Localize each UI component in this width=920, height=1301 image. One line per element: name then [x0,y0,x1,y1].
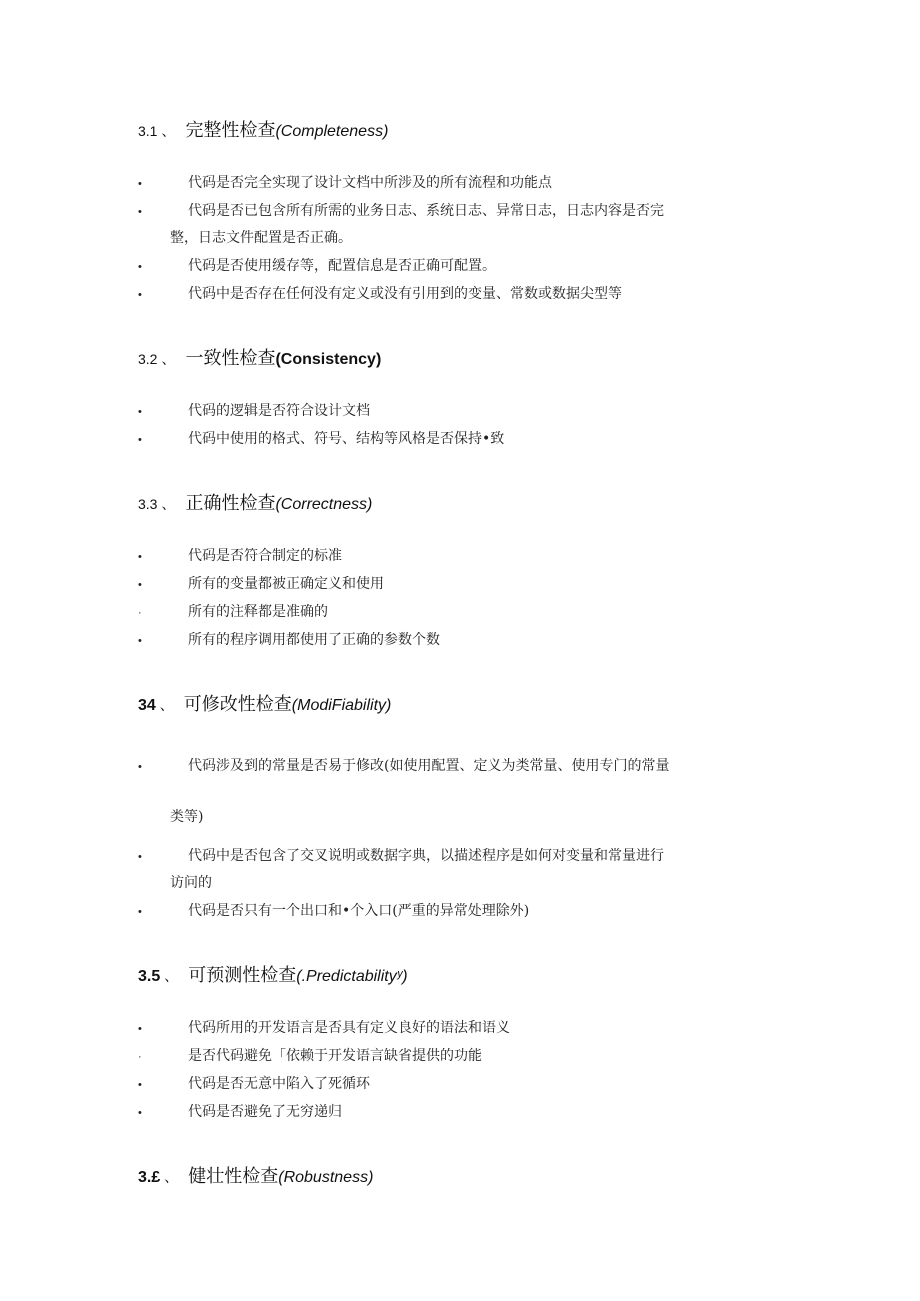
bullet: • [138,851,142,863]
section-title-en: (ModiFiability) [291,697,392,714]
item-text: 代码是否只有一个出口和•个入口(严重的异常处理除外) [188,903,530,919]
section-separator: 、 [161,352,176,368]
section-title-cn: 正确性检查 [185,493,276,514]
list-item [138,283,622,303]
bullet: • [138,206,142,218]
section-title-cn: 一致性检查 [185,348,276,369]
item-text: 代码是否避免了无穷递归 [188,1104,342,1120]
list-item [138,172,552,192]
section-separator: 、 [159,698,174,714]
list-item [138,400,370,420]
bullet: · [138,607,142,619]
section-number: 3.1 [138,123,158,139]
item-text: 是否代码避免「依赖于开发语言缺省提供的功能 [188,1048,482,1064]
item-text: 所有的变量都被正确定义和使用 [188,576,384,592]
section-number: 3.2 [138,351,158,367]
section-title-cn: 可预测性检查 [188,965,297,986]
bullet: • [138,434,142,446]
bullet: • [138,635,142,647]
item-text: 代码是否符合制定的标准 [188,548,342,564]
section-number: 3.5 [138,968,161,985]
list-item [138,845,664,865]
item-text: 代码是否无意中陷入了死循环 [188,1076,370,1092]
item-text: 代码中使用的格式、符号、结构等风格是否保持•致 [188,431,505,447]
section-number: 3.£ [138,1169,161,1186]
section-separator: 、 [164,1170,179,1186]
item-text: 代码中是否包含了交叉说明或数据字典，以描述程序是如何对变量和常量进行 [188,848,664,864]
list-item [138,1045,482,1065]
list-item [138,1073,370,1093]
section-heading-predictability [138,961,408,987]
list-item [138,755,669,775]
bullet: • [138,1023,142,1035]
item-text: 代码所用的开发语言是否具有定义良好的语法和语义 [188,1020,510,1036]
list-item [138,629,440,649]
bullet: • [138,261,142,273]
bullet: • [138,906,142,918]
bullet: • [138,761,142,773]
bullet: • [138,579,142,591]
bullet: • [138,289,142,301]
item-text: 代码中是否存在任何没有定义或没有引用到的变量、常数或数据尖型等 [188,286,622,302]
section-number: 3.3 [138,496,158,512]
section-title-en: (Robustness) [278,1169,374,1186]
section-title-cn: 健壮性检查 [188,1166,279,1187]
section-separator: 、 [164,969,179,985]
item-text: 代码是否使用缓存等，配置信息是否正确可配置。 [188,258,496,274]
section-title-cn: 可修改性检查 [183,694,292,715]
section-separator: 、 [161,124,176,140]
item-text: 所有的注释都是准确的 [188,604,328,620]
section-title-en: (.Predictabilityʸ) [296,968,408,985]
section-heading-completeness [138,116,388,142]
item-text: 代码的逻辑是否符合设计文档 [188,403,370,419]
item-text: 代码是否完全实现了设计文档中所涉及的所有流程和功能点 [188,175,552,191]
section-separator: 、 [161,497,176,513]
item-text-continuation: 整，日志文件配置是否正确。 [170,230,352,246]
bullet: • [138,406,142,418]
section-heading-robustness [138,1162,373,1188]
list-item [138,1101,342,1121]
list-item [138,601,328,621]
bullet: • [138,178,142,190]
list-item [138,900,529,920]
list-item [138,545,342,565]
bullet: • [138,551,142,563]
list-item [138,1017,510,1037]
section-number: 34 [138,697,156,714]
section-title-en: (Consistency) [275,351,382,368]
section-title-cn: 完整性检查 [185,120,276,141]
section-title-en: (Completeness) [275,123,389,140]
item-text-continuation: 类等) [170,809,204,825]
bullet: · [138,1051,142,1063]
list-item [138,255,496,275]
bullet: • [138,1079,142,1091]
list-item [138,573,384,593]
list-item [138,200,664,220]
section-heading-consistency [138,344,381,370]
item-text: 所有的程序调用都使用了正确的参数个数 [188,632,440,648]
item-text: 代码涉及到的常量是否易于修改(如使用配置、定义为类常量、使用专门的常量 [188,758,670,774]
item-text-continuation: 访问的 [170,875,212,891]
item-text: 代码是否已包含所有所需的业务日志、系统日志、异常日志，日志内容是否完 [188,203,664,219]
list-item [138,428,504,448]
section-title-en: (Correctness) [275,496,373,513]
section-heading-correctness [138,489,372,515]
bullet: • [138,1107,142,1119]
section-heading-modifiability [138,690,391,716]
